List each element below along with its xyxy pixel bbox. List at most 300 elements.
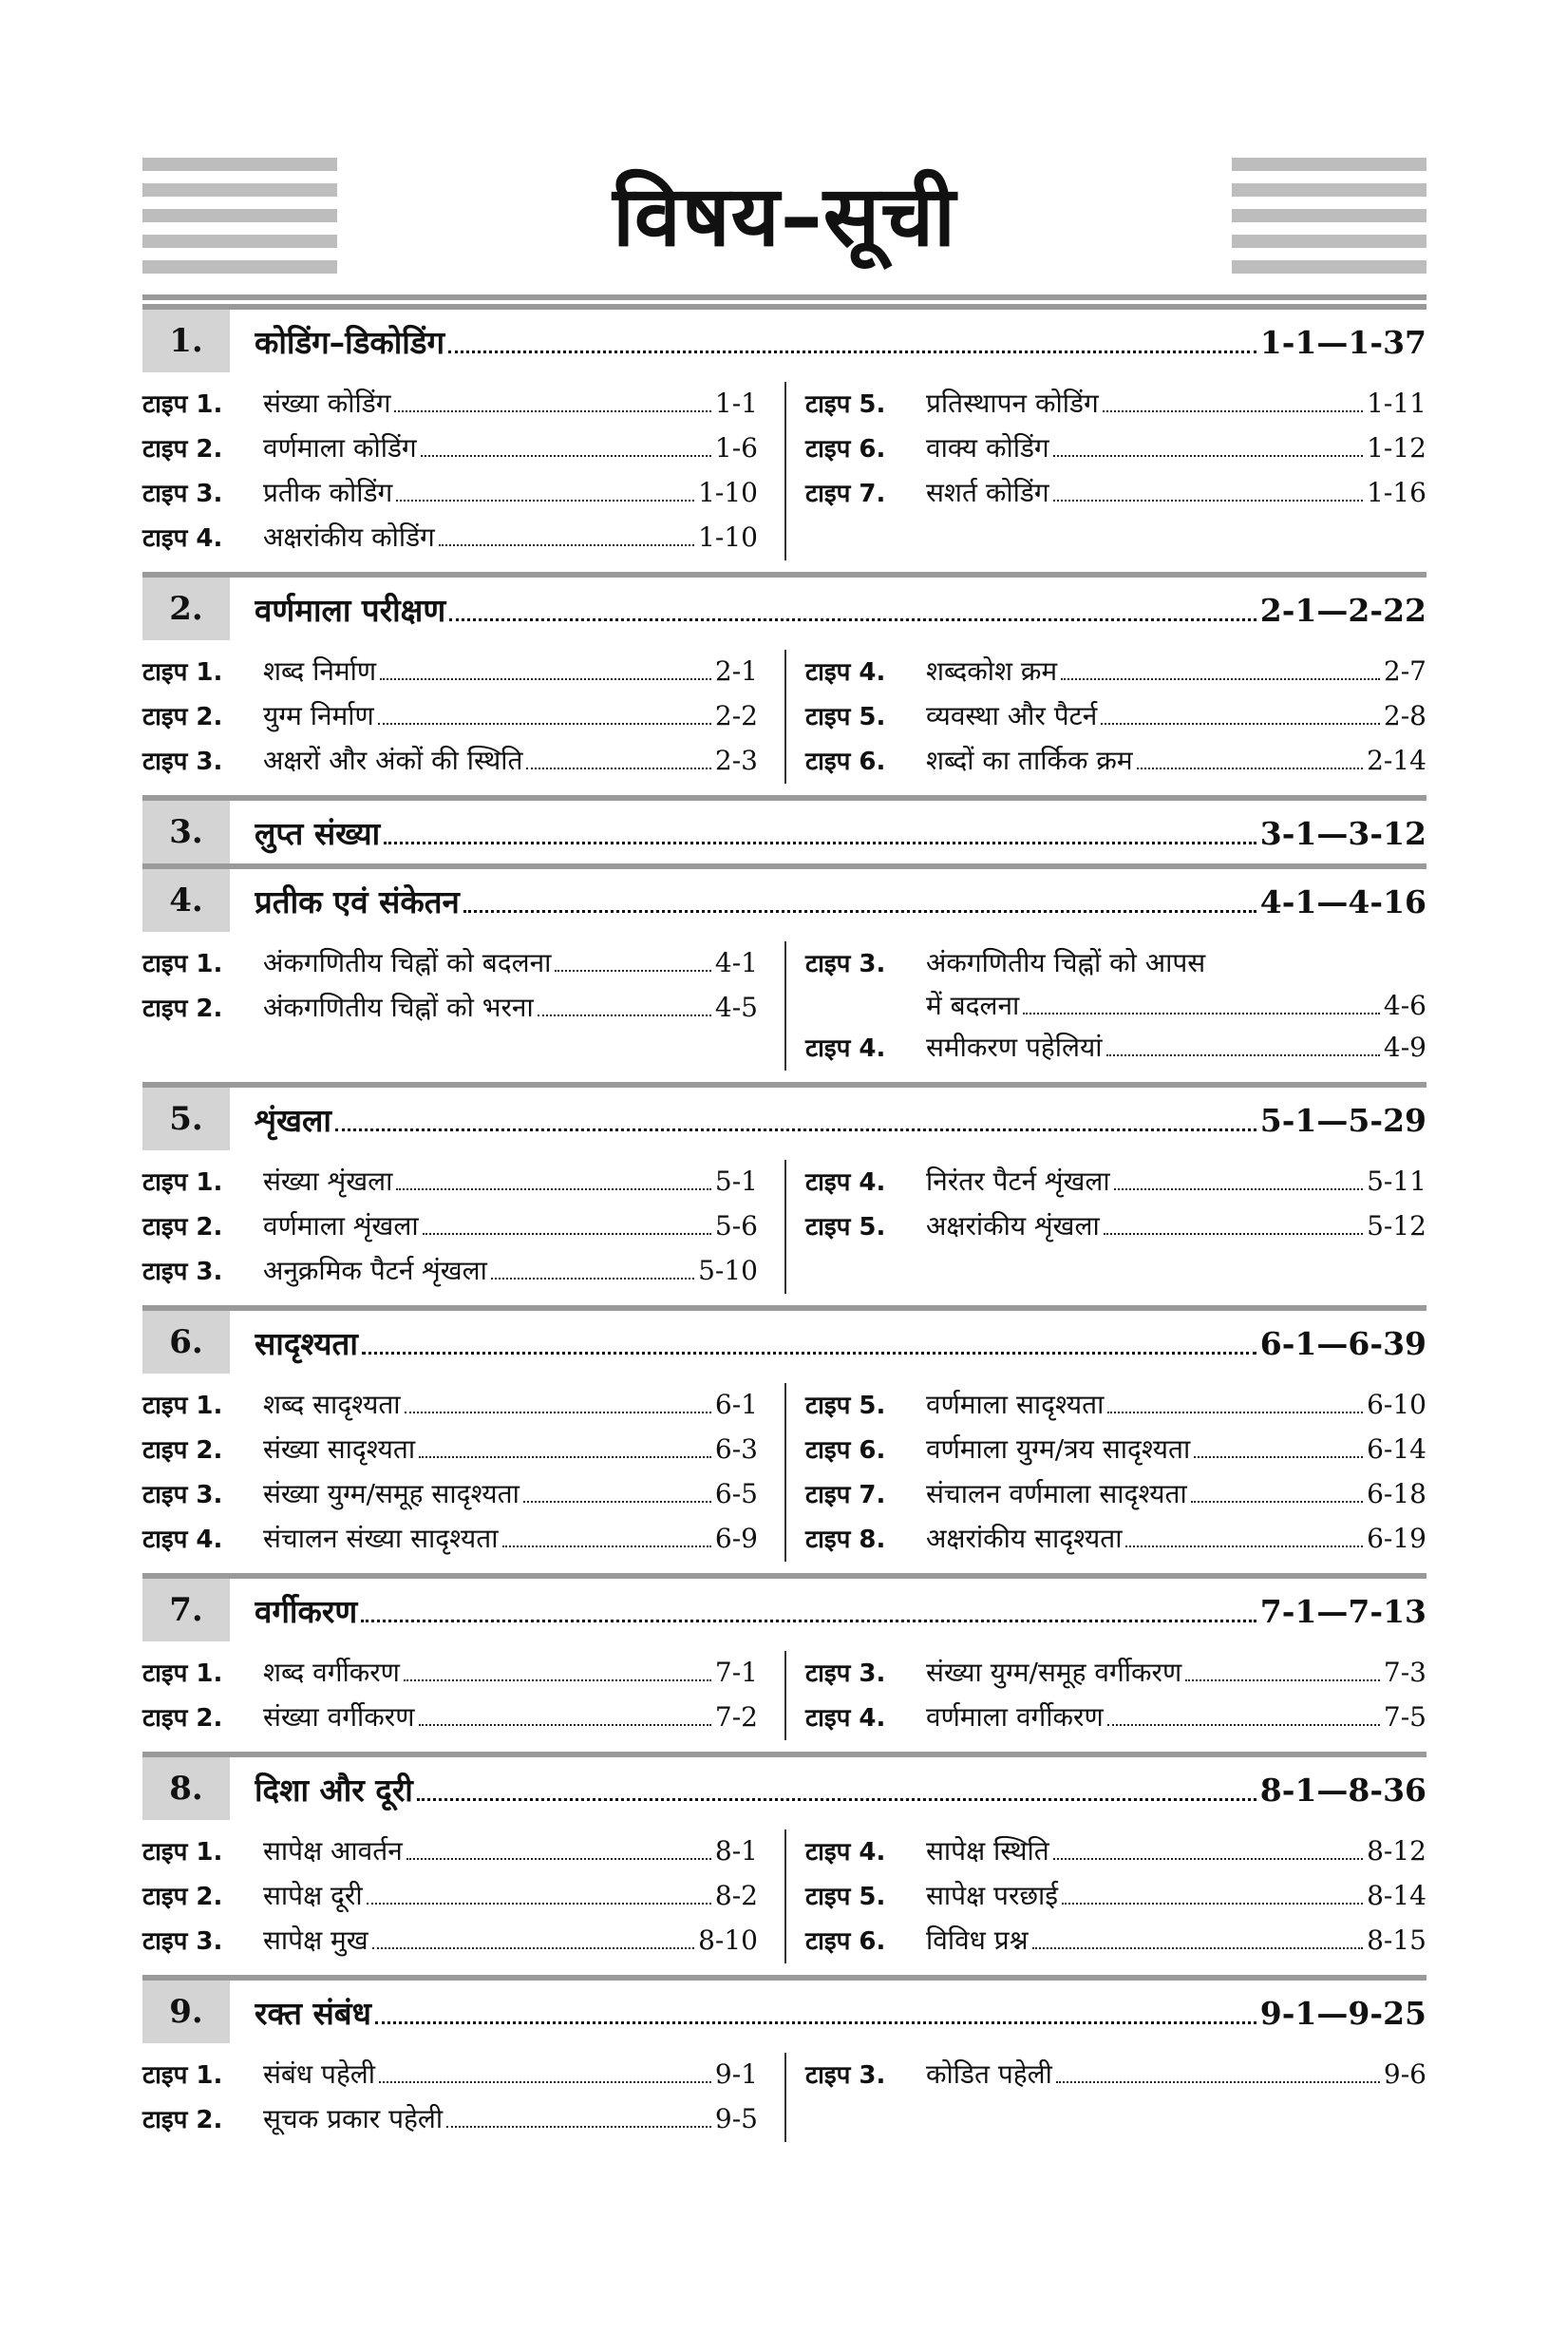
- type-label: टाइप 7.: [805, 480, 886, 508]
- type-entry[interactable]: [805, 1428, 1426, 1472]
- type-page: 8-2: [714, 1880, 758, 1911]
- type-name: अक्षरांकीय कोडिंग: [263, 521, 435, 553]
- type-column-right: [784, 1383, 1426, 1562]
- type-label: टाइप 1.: [142, 1838, 223, 1867]
- chapter-title-row: [255, 588, 1426, 631]
- type-column-right: [784, 1830, 1426, 1963]
- type-entry[interactable]: [805, 1160, 1426, 1204]
- type-page: 6-18: [1367, 1478, 1426, 1509]
- chapter-pages: 1-1—1-37: [1259, 323, 1426, 361]
- type-entry[interactable]: [142, 1874, 758, 1919]
- chapter-heading[interactable]: [142, 1579, 1426, 1641]
- type-column-left: [142, 382, 784, 560]
- type-label: टाइप 6.: [805, 748, 886, 776]
- type-entry[interactable]: [805, 694, 1426, 739]
- type-label: टाइप 3.: [142, 480, 223, 508]
- leader-dots: [384, 841, 1256, 844]
- type-page: 4-5: [714, 992, 758, 1023]
- chapter-6: [142, 1305, 1426, 1573]
- type-name: शब्द सादृश्यता: [263, 1389, 401, 1420]
- type-label: टाइप 6.: [805, 435, 886, 464]
- type-page: 1-1: [714, 388, 758, 419]
- type-page: 4-9: [1383, 1032, 1426, 1063]
- chapter-title: वर्णमाला परीक्षण: [255, 591, 446, 629]
- type-label: टाइप 4.: [142, 1526, 223, 1554]
- type-name: कोडित पहेली: [926, 2058, 1052, 2090]
- leader-dots: [446, 2125, 711, 2128]
- type-list: [142, 372, 1426, 572]
- leader-dots: [1061, 677, 1380, 680]
- type-entry[interactable]: [142, 1249, 758, 1294]
- type-entry[interactable]: [142, 427, 758, 471]
- leader-dots: [380, 677, 711, 680]
- type-list: [142, 1374, 1426, 1573]
- type-page: 1-6: [714, 432, 758, 464]
- chapter-pages: 9-1—9-25: [1259, 1994, 1426, 2032]
- type-label: टाइप 2.: [142, 1213, 223, 1242]
- type-name: संख्या युग्म/समूह सादृश्यता: [263, 1478, 520, 1509]
- leader-dots: [463, 909, 1256, 913]
- type-page: 8-10: [698, 1924, 758, 1956]
- type-label: टाइप 5.: [805, 1213, 886, 1242]
- type-label: टाइप 7.: [805, 1481, 886, 1509]
- type-page: 7-2: [714, 1701, 758, 1733]
- type-entry[interactable]: [142, 471, 758, 516]
- leader-dots: [367, 1902, 711, 1905]
- type-page: 1-10: [698, 521, 758, 553]
- type-name: वर्णमाला सादृश्यता: [926, 1389, 1105, 1420]
- type-entry[interactable]: [142, 516, 758, 560]
- type-entry[interactable]: [142, 1428, 758, 1472]
- leader-dots: [1023, 1012, 1380, 1014]
- type-page: 4-6: [1383, 990, 1426, 1021]
- chapter-number: 8.: [142, 1757, 230, 1820]
- page-title: विषय–सूची: [613, 167, 956, 265]
- type-name: व्यवस्था और पैटर्न: [926, 700, 1098, 731]
- chapter-title-row: [255, 1589, 1426, 1632]
- type-column-left: [142, 941, 784, 1071]
- type-list: [142, 932, 1426, 1082]
- type-name: वर्णमाला युग्म/त्रय सादृश्यता: [926, 1433, 1191, 1465]
- type-entry[interactable]: [142, 1696, 758, 1740]
- chapter-heading[interactable]: [142, 578, 1426, 640]
- leader-dots: [419, 1455, 711, 1458]
- chapter-title-row: [255, 880, 1426, 922]
- type-entry[interactable]: [805, 382, 1426, 427]
- type-page: 8-14: [1367, 1880, 1426, 1911]
- type-label: टाइप 2.: [142, 703, 223, 731]
- type-label: टाइप 4.: [805, 1034, 886, 1063]
- chapter-number: 5.: [142, 1088, 230, 1150]
- type-list: [142, 1150, 1426, 1305]
- chapter-title-row: [255, 1321, 1426, 1364]
- type-entry[interactable]: [805, 1651, 1426, 1696]
- type-entry[interactable]: [142, 1651, 758, 1696]
- type-entry[interactable]: [805, 739, 1426, 784]
- type-entry[interactable]: [805, 427, 1426, 471]
- type-label: टाइप 6.: [805, 1436, 886, 1465]
- leader-dots: [1191, 1500, 1363, 1503]
- leader-dots: [502, 1545, 711, 1547]
- leader-dots: [406, 1857, 711, 1860]
- leader-dots: [1062, 1902, 1363, 1905]
- type-entry[interactable]: [142, 1919, 758, 1963]
- type-entry[interactable]: [805, 471, 1426, 516]
- type-entry[interactable]: [142, 2097, 758, 2142]
- chapter-number: 3.: [142, 801, 230, 863]
- type-entry[interactable]: [142, 1160, 758, 1204]
- type-entry[interactable]: [142, 1830, 758, 1874]
- type-column-left: [142, 1830, 784, 1963]
- type-page: 2-1: [714, 655, 758, 687]
- type-column-right: [784, 650, 1426, 784]
- type-entry[interactable]: [805, 1517, 1426, 1562]
- type-entry[interactable]: [805, 1874, 1426, 1919]
- type-page: 8-1: [714, 1835, 758, 1867]
- type-column-left: [142, 1383, 784, 1562]
- chapter-heading[interactable]: [142, 1088, 1426, 1150]
- type-label: टाइप 6.: [805, 1927, 886, 1956]
- type-entry[interactable]: [805, 1830, 1426, 1874]
- type-page: 6-5: [714, 1478, 758, 1509]
- type-entry[interactable]: [805, 1472, 1426, 1517]
- type-label: टाइप 2.: [142, 1883, 223, 1911]
- type-entry[interactable]: [142, 650, 758, 694]
- chapter-number: 9.: [142, 1981, 230, 2043]
- type-label: टाइप 3.: [142, 1258, 223, 1286]
- type-name-continued: में बदलना: [926, 990, 1020, 1021]
- chapter-heading[interactable]: [142, 869, 1426, 932]
- type-label: टाइप 5.: [805, 703, 886, 731]
- type-name: संख्या सादृश्यता: [263, 1433, 416, 1465]
- leader-dots: [538, 1014, 711, 1016]
- chapter-title-row: [255, 320, 1426, 363]
- chapter-heading[interactable]: [142, 310, 1426, 372]
- type-entry[interactable]: [142, 986, 758, 1031]
- type-list: [142, 1641, 1426, 1752]
- leader-dots: [526, 767, 710, 769]
- leader-dots: [375, 2020, 1256, 2024]
- type-label: टाइप 1.: [142, 950, 223, 978]
- leader-dots: [419, 1723, 711, 1726]
- type-list: [142, 1820, 1426, 1975]
- type-label: टाइप 2.: [142, 2106, 223, 2134]
- header-rule: [142, 294, 1426, 300]
- type-name: संचालन संख्या सादृश्यता: [263, 1523, 499, 1554]
- type-name: समीकरण पहेलियां: [926, 1032, 1103, 1063]
- type-page: 1-11: [1367, 388, 1426, 419]
- type-name: प्रतिस्थापन कोडिंग: [926, 388, 1099, 419]
- type-label: टाइप 2.: [142, 1704, 223, 1733]
- type-name: अक्षरांकीय सादृश्यता: [926, 1523, 1123, 1554]
- header: [142, 152, 1426, 304]
- type-label: टाइप 4.: [142, 524, 223, 553]
- leader-dots: [378, 722, 711, 725]
- type-entry[interactable]: [142, 694, 758, 739]
- type-name: संख्या युग्म/समूह वर्गीकरण: [926, 1657, 1182, 1688]
- chapter-title: वर्गीकरण: [255, 1592, 358, 1630]
- chapter-title: सादृश्यता: [255, 1324, 358, 1362]
- type-label: टाइप 4.: [805, 658, 886, 687]
- type-entry[interactable]: [142, 739, 758, 784]
- type-label: टाइप 3.: [805, 1659, 886, 1688]
- type-label: टाइप 2.: [142, 1436, 223, 1465]
- type-page: 4-1: [714, 947, 758, 978]
- type-label: टाइप 4.: [805, 1168, 886, 1197]
- type-name: संख्या कोडिंग: [263, 388, 391, 419]
- type-name: सापेक्ष मुख: [263, 1924, 368, 1956]
- leader-dots: [439, 543, 694, 546]
- type-column-right: [784, 941, 1426, 1071]
- leader-dots: [1107, 1411, 1363, 1413]
- leader-dots: [1137, 767, 1363, 769]
- type-name: सापेक्ष आवर्तन: [263, 1835, 403, 1867]
- leader-dots: [449, 617, 1256, 621]
- type-label: टाइप 8.: [805, 1526, 886, 1554]
- type-column-right: [784, 382, 1426, 560]
- leader-dots: [1185, 1678, 1380, 1681]
- type-name: वर्णमाला शृंखला: [263, 1210, 419, 1242]
- chapter-heading[interactable]: [142, 1981, 1426, 2043]
- leader-dots: [423, 1232, 711, 1235]
- type-name: संबंध पहेली: [263, 2058, 376, 2090]
- type-entry[interactable]: [142, 1517, 758, 1562]
- chapter-1: [142, 304, 1426, 572]
- leader-dots: [555, 969, 711, 972]
- chapter-8: [142, 1752, 1426, 1975]
- leader-dots: [1053, 1857, 1363, 1860]
- type-page: 2-3: [714, 745, 758, 776]
- leader-dots: [1106, 1053, 1380, 1056]
- type-page: 6-10: [1367, 1389, 1426, 1420]
- type-name: सापेक्ष परछाई: [926, 1880, 1059, 1911]
- chapter-list: [142, 304, 1426, 2153]
- type-page: 6-9: [714, 1523, 758, 1554]
- type-page: 5-1: [714, 1166, 758, 1197]
- type-page: 8-12: [1367, 1835, 1426, 1867]
- type-label: टाइप 3.: [142, 1927, 223, 1956]
- type-name: वर्णमाला कोडिंग: [263, 432, 417, 464]
- type-entry[interactable]: [142, 1472, 758, 1517]
- type-page: 5-10: [698, 1255, 758, 1286]
- type-page: 2-2: [714, 700, 758, 731]
- type-page: 2-14: [1367, 745, 1426, 776]
- leader-dots: [361, 1619, 1256, 1622]
- type-name: विविध प्रश्न: [926, 1924, 1029, 1956]
- chapter-number: 4.: [142, 869, 230, 932]
- chapter-heading[interactable]: [142, 1311, 1426, 1374]
- chapter-heading[interactable]: [142, 801, 1426, 863]
- chapter-2: [142, 572, 1426, 795]
- leader-dots: [1056, 2080, 1380, 2083]
- type-name: सूचक प्रकार पहेली: [263, 2103, 444, 2134]
- chapter-3: [142, 795, 1426, 863]
- type-entry[interactable]: [805, 2053, 1426, 2097]
- leader-dots: [405, 1411, 711, 1413]
- type-label: टाइप 5.: [805, 1883, 886, 1911]
- type-column-left: [142, 1651, 784, 1740]
- type-column-left: [142, 2053, 784, 2142]
- chapter-title-row: [255, 811, 1426, 854]
- type-entry[interactable]: [142, 1204, 758, 1249]
- type-name: अक्षरांकीय शृंखला: [926, 1210, 1100, 1242]
- type-label: टाइप 4.: [805, 1704, 886, 1733]
- leader-dots: [394, 409, 710, 412]
- leader-dots: [362, 1351, 1256, 1355]
- type-column-left: [142, 650, 784, 784]
- type-page: 5-6: [714, 1210, 758, 1242]
- type-label: टाइप 3.: [805, 2061, 886, 2090]
- type-name: अंकगणितीय चिह्नों को आपस: [926, 947, 1206, 978]
- type-label: टाइप 3.: [142, 1481, 223, 1509]
- type-page: 9-6: [1383, 2058, 1426, 2090]
- chapter-title: प्रतीक एवं संकेतन: [255, 882, 460, 920]
- type-page: 6-3: [714, 1433, 758, 1465]
- type-column-right: [784, 2053, 1426, 2142]
- chapter-heading[interactable]: [142, 1757, 1426, 1820]
- type-label: टाइप 1.: [142, 1659, 223, 1688]
- leader-dots: [1032, 1946, 1364, 1949]
- type-entry[interactable]: [805, 941, 1426, 986]
- type-entry[interactable]: [142, 1383, 758, 1428]
- type-page: 5-11: [1367, 1166, 1426, 1197]
- type-entry[interactable]: [142, 2053, 758, 2097]
- type-page: 5-12: [1367, 1210, 1426, 1242]
- chapter-title: रक्त संबंध: [255, 1994, 371, 2032]
- type-entry[interactable]: [805, 650, 1426, 694]
- type-entry[interactable]: [142, 382, 758, 427]
- chapter-title-row: [255, 1768, 1426, 1811]
- chapter-pages: 4-1—4-16: [1259, 882, 1426, 920]
- chapter-title-row: [255, 1098, 1426, 1141]
- chapter-pages: 5-1—5-29: [1259, 1101, 1426, 1139]
- type-name: संख्या वर्गीकरण: [263, 1701, 415, 1733]
- chapter-number: 2.: [142, 578, 230, 640]
- type-label: टाइप 5.: [805, 390, 886, 419]
- type-label: टाइप 1.: [142, 1168, 223, 1197]
- type-name: युग्म निर्माण: [263, 700, 374, 731]
- leader-dots: [372, 1946, 694, 1949]
- type-label: टाइप 2.: [142, 995, 223, 1023]
- type-name: निरंतर पैटर्न शृंखला: [926, 1166, 1110, 1197]
- type-name: शब्दों का तार्किक क्रम: [926, 745, 1133, 776]
- leader-dots: [1194, 1455, 1363, 1458]
- type-label: टाइप 4.: [805, 1838, 886, 1867]
- leader-dots: [1125, 1545, 1363, 1547]
- leader-dots: [421, 454, 711, 457]
- type-page: 2-7: [1383, 655, 1426, 687]
- type-page: 7-3: [1383, 1657, 1426, 1688]
- leader-dots: [396, 499, 694, 502]
- chapter-7: [142, 1573, 1426, 1752]
- type-entry[interactable]: [805, 1383, 1426, 1428]
- type-label: टाइप 3.: [805, 950, 886, 978]
- leader-dots: [417, 1797, 1256, 1801]
- leader-dots: [379, 2080, 711, 2083]
- chapter-5: [142, 1082, 1426, 1305]
- chapter-number: 6.: [142, 1311, 230, 1374]
- leader-dots: [1104, 1232, 1363, 1235]
- type-list: [142, 640, 1426, 795]
- type-entry[interactable]: [142, 941, 758, 986]
- type-entry[interactable]: [805, 1696, 1426, 1740]
- type-label: टाइप 3.: [142, 748, 223, 776]
- type-column-right: [784, 1651, 1426, 1740]
- leader-dots: [1053, 454, 1363, 457]
- chapter-number: 1.: [142, 310, 230, 372]
- leader-dots: [396, 1187, 711, 1190]
- type-label: टाइप 1.: [142, 658, 223, 687]
- type-page: 6-19: [1367, 1523, 1426, 1554]
- type-list: [142, 2043, 1426, 2153]
- type-label: टाइप 1.: [142, 1392, 223, 1420]
- type-page: 8-15: [1367, 1924, 1426, 1956]
- type-column-left: [142, 1160, 784, 1294]
- leader-dots: [404, 1678, 711, 1681]
- chapter-4: [142, 863, 1426, 1082]
- type-name: शब्दकोश क्रम: [926, 655, 1058, 687]
- type-name: सशर्त कोडिंग: [926, 477, 1049, 508]
- leader-dots: [1107, 1723, 1380, 1726]
- leader-dots: [1053, 499, 1364, 502]
- type-page: 6-1: [714, 1389, 758, 1420]
- chapter-title: कोडिंग–डिकोडिंग: [255, 323, 445, 361]
- chapter-pages: 7-1—7-13: [1259, 1592, 1426, 1630]
- leader-dots: [335, 1128, 1256, 1131]
- contents-page: [142, 152, 1426, 2153]
- type-page: 1-16: [1367, 477, 1426, 508]
- leader-dots: [1114, 1187, 1363, 1190]
- type-name: शब्द वर्गीकरण: [263, 1657, 400, 1688]
- type-name: सापेक्ष स्थिति: [926, 1835, 1049, 1867]
- type-page: 1-12: [1367, 432, 1426, 464]
- chapter-number: 7.: [142, 1579, 230, 1641]
- type-entry[interactable]: [805, 1204, 1426, 1249]
- chapter-pages: 3-1—3-12: [1259, 814, 1426, 852]
- type-page: 7-1: [714, 1657, 758, 1688]
- type-name: संख्या शृंखला: [263, 1166, 393, 1197]
- type-name: शब्द निर्माण: [263, 655, 377, 687]
- type-page: 1-10: [698, 477, 758, 508]
- type-page: 6-14: [1367, 1433, 1426, 1465]
- type-name: सापेक्ष दूरी: [263, 1880, 363, 1911]
- type-page: 7-5: [1383, 1701, 1426, 1733]
- leader-dots: [448, 350, 1256, 353]
- type-page: 2-8: [1383, 700, 1426, 731]
- chapter-pages: 6-1—6-39: [1259, 1324, 1426, 1362]
- type-entry[interactable]: [805, 1026, 1426, 1071]
- chapter-9: [142, 1975, 1426, 2153]
- type-name: अंकगणितीय चिह्नों को भरना: [263, 992, 534, 1023]
- type-column-right: [784, 1160, 1426, 1294]
- type-label: टाइप 5.: [805, 1392, 886, 1420]
- type-label: टाइप 1.: [142, 2061, 223, 2090]
- type-entry-continued[interactable]: [805, 986, 1426, 1026]
- chapter-title: दिशा और दूरी: [255, 1771, 413, 1809]
- chapter-title-row: [255, 1991, 1426, 2034]
- type-name: वाक्य कोडिंग: [926, 432, 1049, 464]
- type-name: अंकगणितीय चिह्नों को बदलना: [263, 947, 552, 978]
- leader-dots: [1103, 409, 1363, 412]
- leader-dots: [523, 1500, 711, 1503]
- type-name: अक्षरों और अंकों की स्थिति: [263, 745, 523, 776]
- chapter-title: शृंखला: [255, 1101, 331, 1139]
- chapter-pages: 2-1—2-22: [1259, 591, 1426, 629]
- type-name: प्रतीक कोडिंग: [263, 477, 393, 508]
- leader-dots: [1101, 722, 1380, 725]
- chapter-pages: 8-1—8-36: [1259, 1771, 1426, 1809]
- type-entry[interactable]: [805, 1919, 1426, 1963]
